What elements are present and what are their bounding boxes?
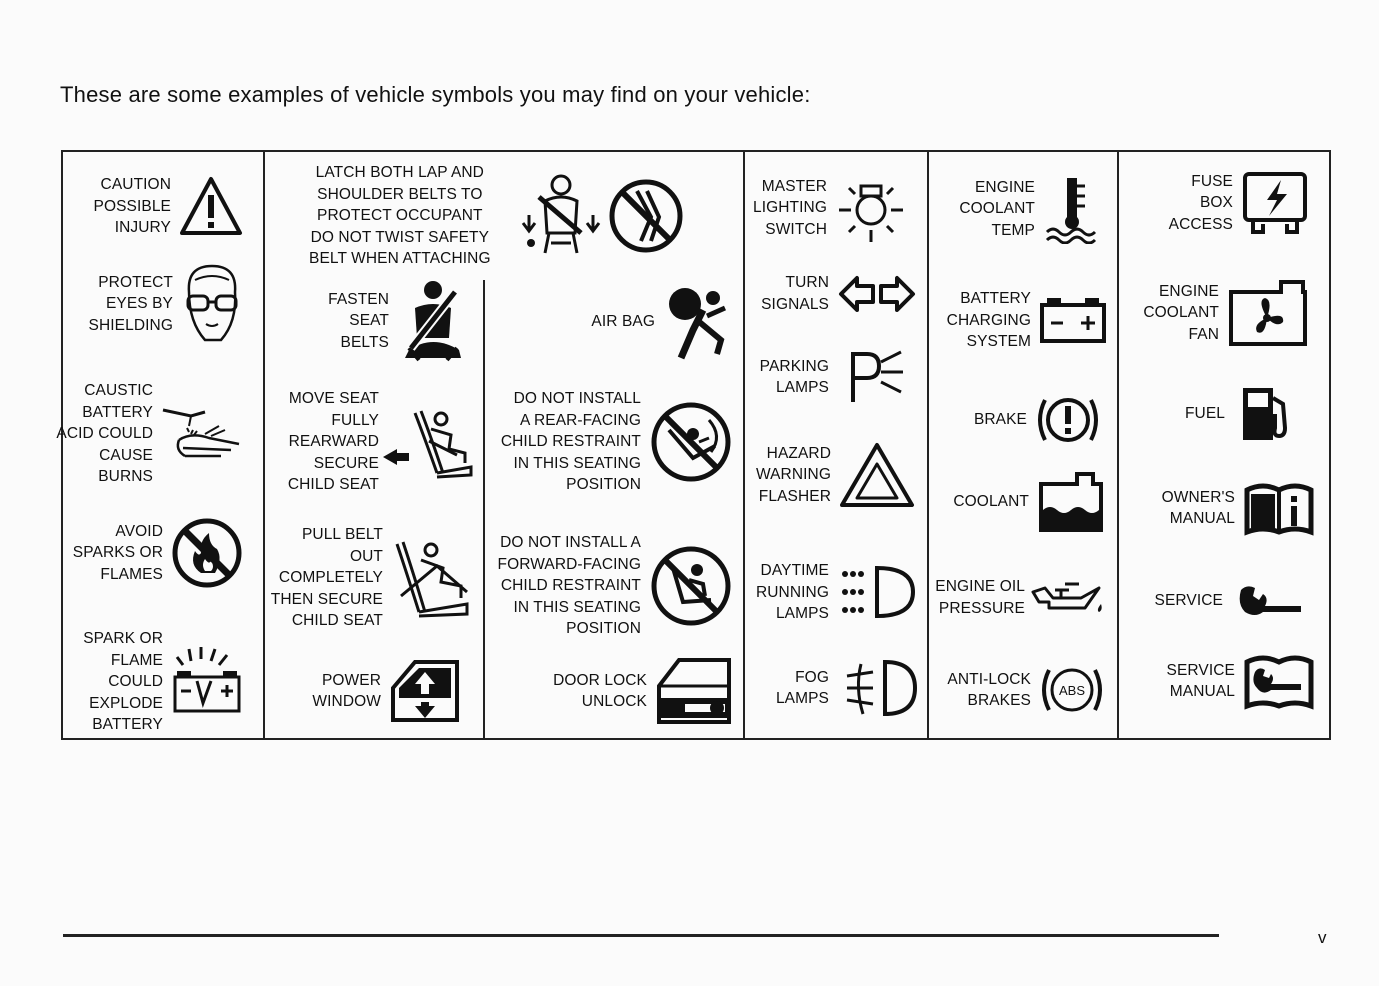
power-window-icon: [389, 658, 461, 724]
symbol-hazard-flasher: HAZARD WARNING FLASHER: [756, 442, 915, 508]
symbol-no-forward-facing-seat: DO NOT INSTALL A FORWARD-FACING CHILD RESTRAINT IN THIS SEATING POSITION: [498, 532, 733, 640]
svg-text:ABS: ABS: [1058, 683, 1086, 698]
symbol-latch-belts: LATCH BOTH LAP AND SHOULDER BELTS TO PROTECT OCCUPANT DO NOT TWIST SAFETY BELT WHEN ATTACHING: [309, 162, 685, 270]
symbol-master-lighting: MASTER LIGHTING SWITCH: [753, 172, 907, 244]
acid-burn-icon: [161, 404, 243, 464]
symbol-fasten-seat-belts: FASTEN SEAT BELTS: [328, 278, 469, 364]
symbol-coolant: COOLANT: [953, 470, 1105, 534]
fuel-pump-icon: [1239, 384, 1295, 444]
symbol-brake: BRAKE: [974, 392, 1101, 448]
symbol-pull-belt-out: PULL BELT OUT COMPLETELY THEN SECURE CHILD SEAT: [271, 524, 475, 632]
column-divider: [263, 152, 265, 738]
master-lighting-icon: [835, 172, 907, 244]
coolant-temp-icon: [1043, 174, 1103, 244]
no-flame-icon: [171, 517, 243, 589]
column-divider: [743, 152, 745, 738]
symbol-fuel: FUEL: [1185, 384, 1295, 444]
abs-icon: [1039, 662, 1105, 718]
battery-explode-icon: [171, 647, 243, 717]
symbol-door-lock: DOOR LOCK UNLOCK: [553, 656, 733, 726]
move-seat-rearward-icon: [381, 405, 475, 479]
battery-icon: [1039, 295, 1107, 345]
footer-rule: [63, 934, 1219, 937]
vehicle-symbols-table: [56, 150, 1331, 740]
symbol-fuse-box: FUSE BOX ACCESS: [1169, 170, 1309, 236]
symbol-service-manual: SERVICE MANUAL: [1167, 652, 1315, 710]
wrench-icon: [1237, 584, 1303, 618]
symbol-spark-battery: SPARK OR FLAME COULD EXPLODE BATTERY: [83, 628, 243, 736]
symbol-turn-signals: TURN SIGNALS: [761, 272, 917, 315]
door-lock-icon: [655, 656, 733, 726]
symbol-owners-manual: OWNER'S MANUAL: [1162, 480, 1315, 536]
service-manual-icon: [1243, 652, 1315, 710]
symbol-air-bag: AIR BAG: [591, 282, 733, 362]
pull-belt-icon: [391, 538, 475, 618]
symbol-caustic-acid: CAUSTIC BATTERY ACID COULD CAUSE BURNS: [56, 380, 243, 488]
symbol-no-rear-facing-seat: DO NOT INSTALL A REAR-FACING CHILD RESTRAINT IN THIS SEATING POSITION: [501, 388, 733, 496]
fuse-box-icon: [1241, 170, 1309, 236]
owners-manual-icon: [1243, 480, 1315, 536]
symbol-power-window: POWER WINDOW: [312, 658, 461, 724]
daytime-running-lamps-icon: [837, 564, 917, 620]
parking-lamps-icon: [847, 348, 907, 406]
eye-protection-icon: [181, 260, 243, 348]
symbol-battery-charging: BATTERY CHARGING SYSTEM: [947, 288, 1107, 353]
no-forward-facing-seat-icon: [649, 544, 733, 628]
symbol-daytime-running-lamps: DAYTIME RUNNING LAMPS: [756, 560, 917, 625]
turn-signals-icon: [837, 274, 917, 314]
coolant-reservoir-icon: [1037, 470, 1105, 534]
air-bag-icon: [663, 282, 733, 362]
column-divider: [483, 280, 485, 738]
page-intro: These are some examples of vehicle symbols you may find on your vehicle:: [60, 82, 811, 107]
symbol-caution-injury: CAUTION POSSIBLE INJURY: [94, 174, 243, 239]
caution-triangle-icon: [179, 175, 243, 237]
column-divider: [1117, 152, 1119, 738]
symbol-fog-lamps: FOG LAMPS: [776, 658, 917, 718]
symbol-service: SERVICE: [1155, 584, 1303, 618]
symbol-anti-lock-brakes: ANTI-LOCK BRAKES ABS: [947, 662, 1105, 718]
brake-warning-icon: [1035, 392, 1101, 448]
child-seat-belt-icon: [521, 171, 601, 261]
symbol-parking-lamps: PARKING LAMPS: [760, 348, 907, 406]
page-number: v: [1318, 928, 1327, 947]
coolant-fan-icon: [1227, 278, 1309, 348]
symbol-move-seat-rearward: MOVE SEAT FULLY REARWARD SECURE CHILD SEAT: [288, 388, 475, 496]
symbol-avoid-sparks: AVOID SPARKS OR FLAMES: [73, 517, 243, 589]
symbol-protect-eyes: PROTECT EYES BY SHIELDING: [89, 260, 243, 348]
no-rear-facing-seat-icon: [649, 400, 733, 484]
column-divider: [927, 152, 929, 738]
no-twist-belt-icon: [607, 177, 685, 255]
oil-can-icon: [1029, 578, 1105, 618]
symbol-engine-coolant-fan: ENGINE COOLANT FAN: [1143, 278, 1309, 348]
hazard-triangle-icon: [839, 442, 915, 508]
fog-lamps-icon: [843, 658, 917, 718]
symbol-engine-oil-pressure: ENGINE OIL PRESSURE: [935, 576, 1105, 619]
seat-belt-icon: [397, 278, 469, 364]
symbol-engine-coolant-temp: ENGINE COOLANT TEMP: [959, 174, 1103, 244]
